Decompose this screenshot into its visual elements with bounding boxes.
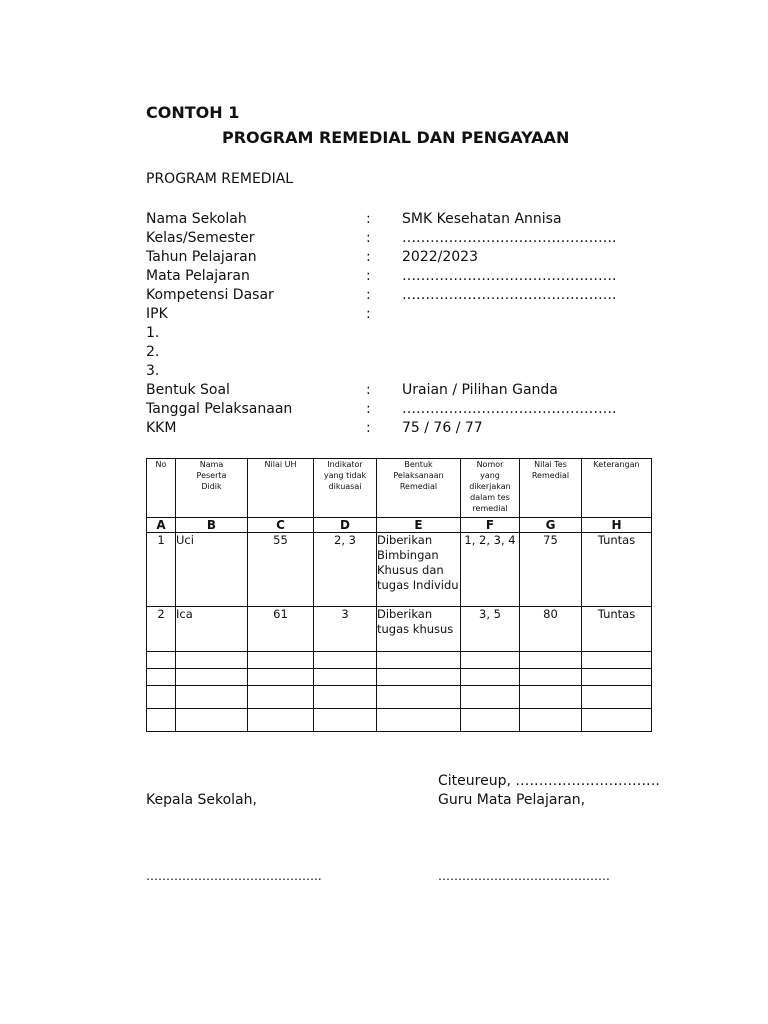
info-colon: : (366, 420, 371, 436)
info-label: Kelas/Semester (146, 230, 255, 246)
column-letter: G (520, 518, 582, 533)
column-letter: H (582, 518, 652, 533)
place-date: Citeureup, …………………………. (438, 773, 660, 789)
cell-bentuk: Diberikan Bimbingan Khusus dan tugas Individu (377, 533, 461, 607)
cell-bentuk: Diberikan tugas khusus (377, 607, 461, 652)
principal-label: Kepala Sekolah, (146, 792, 257, 808)
cell-indikator: 2, 3 (314, 533, 377, 607)
column-header: No (147, 459, 176, 518)
remedial-table (146, 458, 652, 732)
section-title: PROGRAM REMEDIAL (146, 171, 294, 187)
info-value: ………………………………………. (402, 230, 617, 246)
info-colon: : (366, 249, 371, 265)
empty-row (147, 652, 652, 669)
column-letter: F (461, 518, 520, 533)
column-header: Bentuk Pelaksanaan Remedial (377, 459, 461, 518)
info-value: ………………………………………. (402, 287, 617, 303)
info-colon: : (366, 306, 371, 322)
cell-no: 1 (147, 533, 176, 607)
info-value: ………………………………………. (402, 401, 617, 417)
column-header: Nomor yang dikerjakan dalam tes remedial (461, 459, 520, 518)
info-value: 2022/2023 (402, 249, 478, 265)
table-header-row (147, 459, 652, 518)
principal-signature-line: …………………………………….. (146, 869, 322, 883)
column-header: Nilai UH (248, 459, 314, 518)
cell-indikator: 3 (314, 607, 377, 652)
empty-row (147, 709, 652, 732)
info-colon: : (366, 211, 371, 227)
info-label: Tahun Pelajaran (146, 249, 257, 265)
column-letter: E (377, 518, 461, 533)
info-label: 2. (146, 344, 160, 360)
cell-nilai-uh: 61 (248, 607, 314, 652)
info-colon: : (366, 287, 371, 303)
column-letter: D (314, 518, 377, 533)
info-label: IPK (146, 306, 168, 322)
info-label: Kompetensi Dasar (146, 287, 274, 303)
info-label: 3. (146, 363, 160, 379)
empty-row (147, 669, 652, 686)
column-letter: A (147, 518, 176, 533)
cell-nomor: 3, 5 (461, 607, 520, 652)
example-label: CONTOH 1 (146, 103, 240, 122)
column-header: Indikator yang tidak dikuasai (314, 459, 377, 518)
info-label: Tanggal Pelaksanaan (146, 401, 293, 417)
column-letter: B (176, 518, 248, 533)
table-row (147, 607, 652, 652)
info-value: ………………………………………. (402, 268, 617, 284)
info-value: Uraian / Pilihan Ganda (402, 382, 558, 398)
document-title: PROGRAM REMEDIAL DAN PENGAYAAN (222, 128, 570, 147)
info-label: KKM (146, 420, 177, 436)
info-colon: : (366, 268, 371, 284)
cell-no: 2 (147, 607, 176, 652)
info-label: 1. (146, 325, 160, 341)
column-letter-row (147, 518, 652, 533)
column-header: Nama Peserta Didik (176, 459, 248, 518)
info-colon: : (366, 382, 371, 398)
info-value: 75 / 76 / 77 (402, 420, 483, 436)
info-colon: : (366, 401, 371, 417)
info-label: Nama Sekolah (146, 211, 247, 227)
teacher-signature-line: ……………………………………. (438, 869, 610, 883)
column-header: Keterangan (582, 459, 652, 518)
table-row (147, 533, 652, 607)
cell-keterangan: Tuntas (582, 533, 652, 607)
info-colon: : (366, 230, 371, 246)
column-letter: C (248, 518, 314, 533)
cell-nilai-tes: 80 (520, 607, 582, 652)
info-label: Mata Pelajaran (146, 268, 250, 284)
column-header: Nilai Tes Remedial (520, 459, 582, 518)
cell-name: Uci (176, 533, 248, 607)
teacher-label: Guru Mata Pelajaran, (438, 792, 586, 808)
cell-keterangan: Tuntas (582, 607, 652, 652)
empty-row (147, 686, 652, 709)
cell-nilai-uh: 55 (248, 533, 314, 607)
cell-name: Ica (176, 607, 248, 652)
cell-nomor: 1, 2, 3, 4 (461, 533, 520, 607)
info-value: SMK Kesehatan Annisa (402, 211, 562, 227)
cell-nilai-tes: 75 (520, 533, 582, 607)
info-label: Bentuk Soal (146, 382, 230, 398)
